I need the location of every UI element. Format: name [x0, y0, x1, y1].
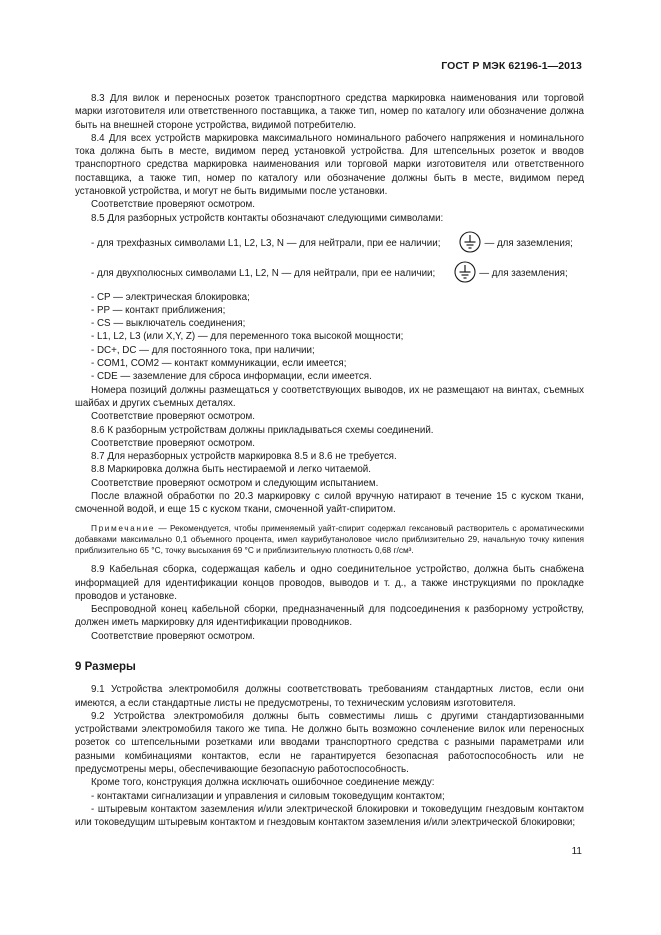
note-text: — Рекомендуется, чтобы применяемый уайт-спирит содержал гексановый растворитель с ароматическими добавками максимально 0,1 объемного процента, имел каурибутаноловое число приблизительно 29, начальную точку кипения приблизительно 65 °C, точку высыхания 69 °C и приблизительную плотность 0,68 г/см³. — [75, 522, 584, 556]
document-header: ГОСТ Р МЭК 62196-1—2013 — [441, 60, 582, 72]
protective-earth-icon — [443, 231, 481, 257]
three-phase-symbols — [75, 231, 584, 257]
paragraph-8-8: 8.8 Маркировка должна быть нестираемой и легко читаемой. — [91, 464, 371, 476]
paragraph-9-2: 9.2 Устройства электромобиля должны быть совместимы лишь с другими стандартизованными устройствами электромобиля такого же типа. Не должно быть возможно сочленение вилок или переносных розеток со штепсельными розетками или вводами транспортного средства с разными параметрами или разными комбинациями контактов, если не гарантируется безопасная работоспособность или не предусмотрены меры, обеспечивающие безопасную работоспособность. — [75, 710, 584, 776]
check-text: Соответствие проверяют осмотром. — [91, 411, 255, 423]
note-label: Примечание — [91, 522, 156, 533]
list-item: - COM1, COM2 — контакт коммуникации, если имеется; — [91, 358, 347, 370]
also-paragraph: Кроме того, конструкция должна исключать ошибочное соединение между: — [91, 777, 435, 789]
two-pole-text: - для двухполюсных символами L1, L2, N — для нейтрали, при ее наличии; — [91, 268, 436, 280]
wet-test-paragraph: После влажной обработки по 20.3 маркировку с силой вручную натирают в течение 15 с куском ткани, смоченной водой, и еще 15 с куском ткани, смоченной уайт-спиритом. — [75, 491, 584, 516]
paragraph-8-5: 8.5 Для разборных устройств контакты обозначают следующими символами: — [91, 212, 444, 224]
list-item: - CDE — заземление для сброса информации, если имеется. — [91, 371, 372, 383]
two-pole-earth-text: — для заземления; — [479, 268, 568, 280]
note — [75, 523, 584, 557]
page-number: 11 — [571, 846, 582, 857]
positions-paragraph: Номера позиций должны размещаться у соответствующих выводов, их не размещают на винтах, съемных шайбах и других съемных деталях. — [75, 384, 584, 409]
list-item: - CS — выключатель соединения; — [91, 318, 246, 330]
section-9-title: 9 Размеры — [75, 661, 136, 673]
wireless-paragraph: Беспроводной конец кабельной сборки, предназначенный для подсоединения к разборному устройству, должен иметь маркировку для идентификации проводников. — [75, 604, 584, 629]
paragraph-9-1: 9.1 Устройства электромобиля должны соответствовать требованиям стандартных листов, если они имеются, а если стандартные листы не предусмотрены, то техническим условиям изготовителя. — [75, 684, 584, 709]
page-content — [75, 92, 584, 830]
two-pole-symbols — [75, 261, 584, 287]
list-item: - DC+, DC — для постоянного тока, при наличии; — [91, 344, 315, 356]
protective-earth-icon — [438, 261, 476, 287]
check-text: Соответствие проверяют осмотром и следующим испытанием. — [91, 477, 379, 489]
paragraph-8-7: 8.7 Для неразборных устройств маркировка 8.5 и 8.6 не требуется. — [91, 451, 397, 463]
paragraph-8-6: 8.6 К разборным устройствам должны прикладываться схемы соединений. — [91, 424, 434, 436]
three-phase-earth-text: — для заземления; — [484, 237, 573, 249]
paragraph-8-3: 8.3 Для вилок и переносных розеток транспортного средства маркировка наименования или торговой марки изготовителя или ответственного поставщика, а также тип, номер по каталогу или обозначение должна быть на внешней стороне устройства, видимой потребителю. — [75, 93, 584, 131]
list-item: - контактами сигнализации и управления и силовым токоведущим контактом; — [91, 790, 445, 802]
check-text: Соответствие проверяют осмотром. — [91, 437, 255, 449]
paragraph-8-9: 8.9 Кабельная сборка, содержащая кабель и одно соединительное устройство, должна быть снабжена информацией для идентификации концов проводов, выводов и т. д., а также инструкциями по прокладке проводов и установке. — [75, 564, 584, 602]
list-item: - штыревым контактом заземления и/или электрической блокировки и токоведущим гнездовым контактом или токоведущим штыревым контактом и гнездовым контактом заземления и/или электрической блокировки; — [75, 803, 584, 829]
list-item: - PP — контакт приближения; — [91, 304, 226, 316]
check-text: Соответствие проверяют осмотром. — [91, 199, 255, 211]
list-item: - CP — электрическая блокировка; — [91, 291, 250, 303]
three-phase-text: - для трехфазных символами L1, L2, L3, N — для нейтрали, при ее наличии; — [91, 237, 441, 249]
paragraph-8-4: 8.4 Для всех устройств маркировка максимального номинального рабочего напряжения и номинального тока должна быть в месте, видимом перед установкой устройства. Для штепсельных розеток и вводов транспортного средства маркировка наименования или торговой марки изготовителя или ответственного поставщика, а также тип, номер по каталогу или обозначение должны быть в месте, видимом перед установкой устройства, и могут не быть видимыми после установки. — [75, 132, 584, 198]
list-item: - L1, L2, L3 (или X,Y, Z) — для переменного тока высокой мощности; — [91, 331, 404, 343]
check-text: Соответствие проверяют осмотром. — [91, 630, 255, 642]
